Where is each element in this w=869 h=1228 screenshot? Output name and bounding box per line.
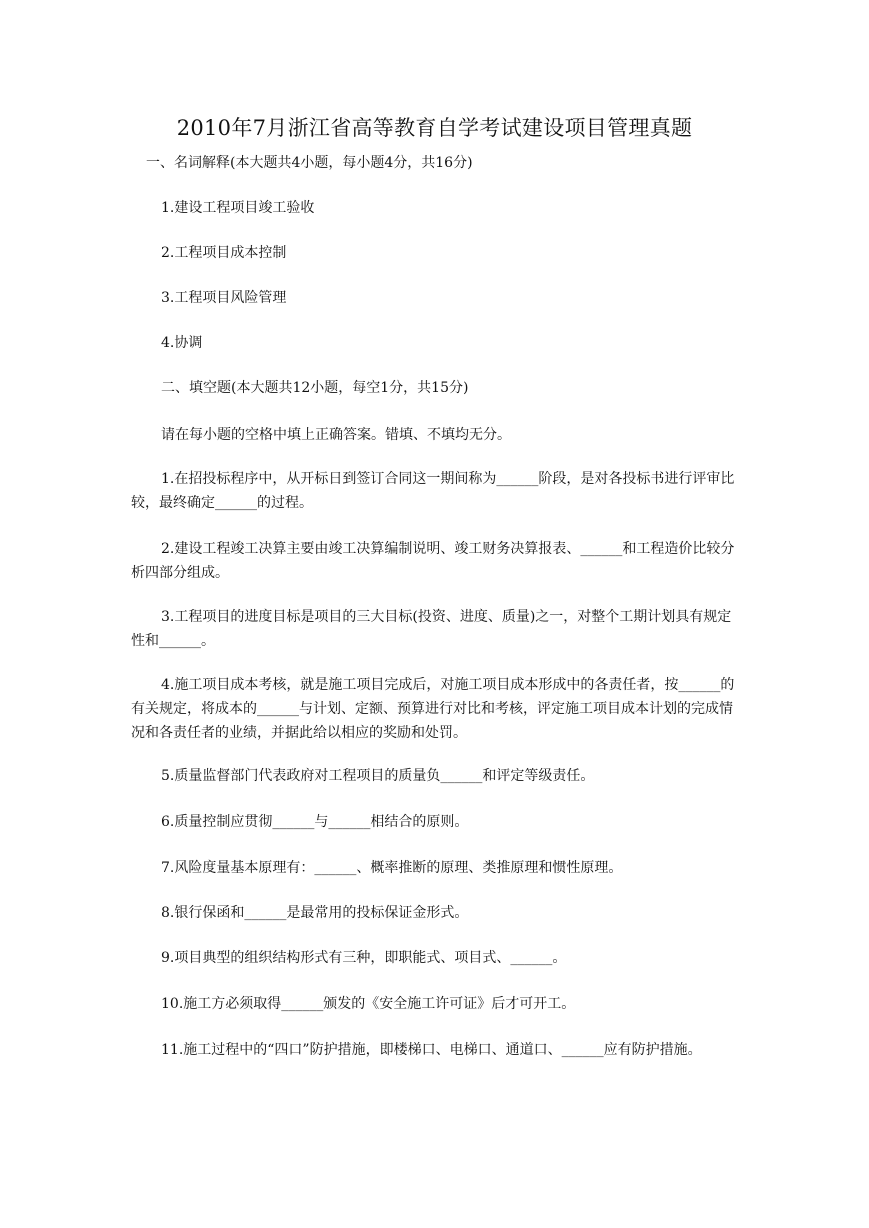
- fill-blank-item: 4.施工项目成本考核，就是施工项目完成后，对施工项目成本形成中的各责任者，按______的有关规定，将成本的______与计划、定额、预算进行对比和考核，评定施工项目成本计划的完成情况和各责任者的业绩，并据此给以相应的奖励和处罚。: [131, 677, 735, 741]
- fill-blank-item: 7.风险度量基本原理有：______、概率推断的原理、类推原理和惯性原理。: [161, 860, 623, 876]
- fill-blank-item: 3.工程项目的进度目标是项目的三大目标(投资、进度、质量)之一，对整个工期计划具有规定性和______。: [131, 609, 732, 649]
- section2-heading: 二、填空题(本大题共12小题，每空1分，共15分): [161, 380, 469, 396]
- fill-blank-item: 10.施工方必须取得______颁发的《安全施工许可证》后才可开工。: [161, 996, 576, 1012]
- fill-blank-item: 9.项目典型的组织结构形式有三种，即职能式、项目式、______。: [161, 950, 567, 966]
- fill-blank-item: 1.在招投标程序中，从开标日到签订合同这一期间称为______阶段，是对各投标书进行评审比较，最终确定______的过程。: [131, 471, 735, 511]
- term-item: 1.建设工程项目竣工验收: [161, 200, 315, 216]
- fill-blank-item: 11.施工过程中的“四口”防护措施，即楼梯口、电梯口、通道口、______应有防护措施。: [161, 1042, 702, 1058]
- fill-blank-item: 2.建设工程竣工决算主要由竣工决算编制说明、竣工财务决算报表、______和工程造价比较分析四部分组成。: [131, 541, 735, 581]
- fill-blank-item: 5.质量监督部门代表政府对工程项目的质量负______和评定等级责任。: [161, 768, 595, 784]
- page-title: 2010年7月浙江省高等教育自学考试建设项目管理真题: [176, 116, 693, 140]
- term-item: 3.工程项目风险管理: [161, 290, 287, 306]
- fill-blank-item: 8.银行保函和______是最常用的投标保证金形式。: [161, 905, 469, 921]
- section1-heading: 一、名词解释(本大题共4小题，每小题4分，共16分): [146, 155, 473, 171]
- term-item: 2.工程项目成本控制: [161, 245, 287, 261]
- term-item: 4.协调: [161, 335, 203, 351]
- section2-instruction: 请在每小题的空格中填上正确答案。错填、不填均无分。: [161, 427, 511, 443]
- fill-blank-item: 6.质量控制应贯彻______与______相结合的原则。: [161, 814, 469, 830]
